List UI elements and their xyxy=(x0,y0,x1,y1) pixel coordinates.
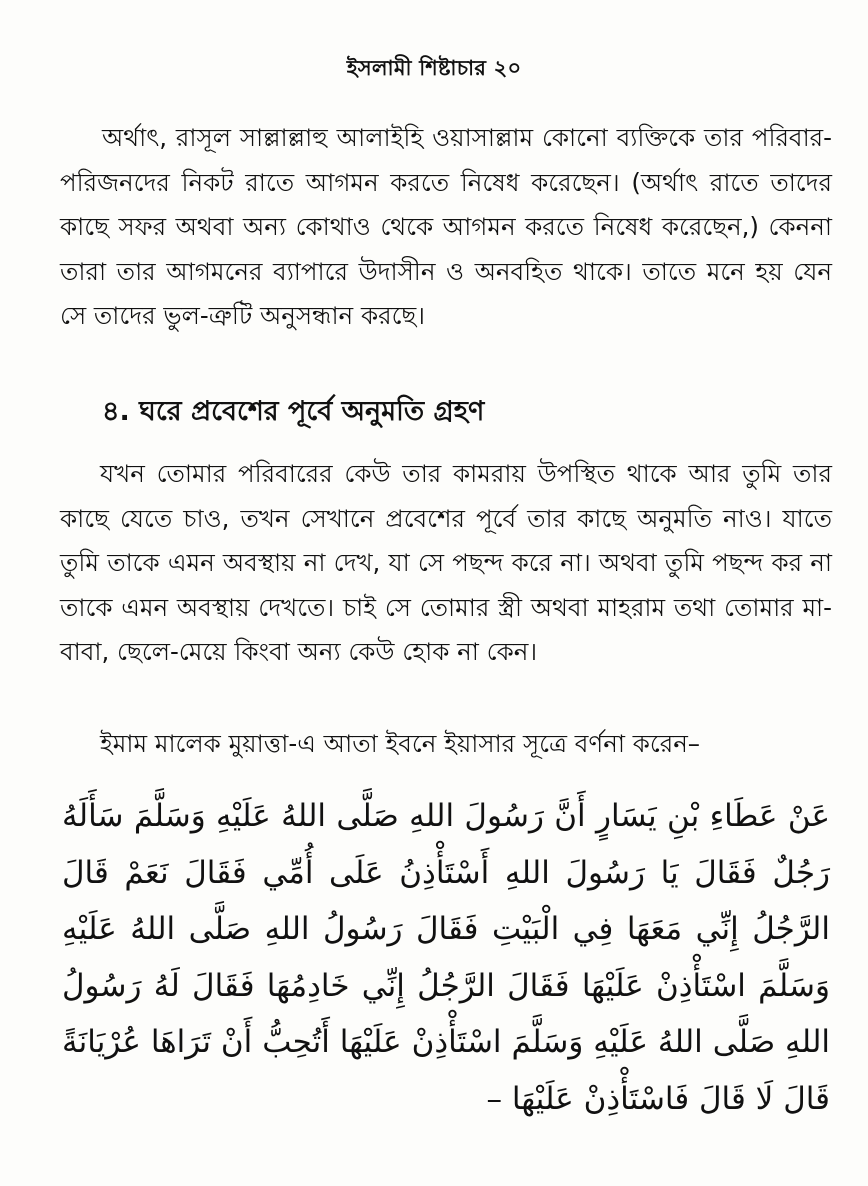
paragraph-seek-permission: যখন তোমার পরিবারের কেউ তার কামরায় উপস্থিত থাকে আর তুমি তার কাছে যেতে চাও, তখন সেখানে প্রবেশের পূর্বে তার কাছে অনুমতি নাও। যাতে তুমি তাকে এমন অবস্থায় না দেখ, যা সে পছন্দ করে না। অথবা তুমি পছন্দ কর না তাকে এমন অবস্থায় দেখতে। চাই সে তোমার স্ত্রী অথবা মাহরাম তথা তোমার মা-বাবা, ছেলে-মেয়ে কিংবা অন্য কেউ হোক না কেন। xyxy=(60,459,832,666)
paragraph-hadith-intro: ইমাম মালেক মুয়াত্তা-এ আতা ইবনে ইয়াসার সূত্রে বর্ণনা করেন– xyxy=(100,729,701,758)
section-heading-permission: ৪. ঘরে প্রবেশের পূর্বে অনুমতি গ্রহণ xyxy=(102,396,485,427)
paragraph-night-arrival: অর্থাৎ, রাসূল সাল্লাল্লাহু আলাইহি ওয়াসাল্লাম কোনো ব্যক্তিকে তার পরিবার-পরিজনদের নিকট রাতে আগমন করতে নিষেধ করেছেন। (অর্থাৎ রাতে তাদের কাছে সফর অথবা অন্য কোথাও থেকে আগমন করতে নিষেধ করেছেন,) কেননা তারা তার আগমনের ব্যাপারে উদাসীন ও অনবহিত থাকে। তাতে মনে হয় যেন সে তাদের ভুল-ত্রুটি অনুসন্ধান করছে। xyxy=(60,123,832,330)
running-header: ইসলামী শিষ্টাচার ২০ xyxy=(346,56,522,80)
arabic-hadith-text: عَنْ عَطَاءِ بْنِ يَسَارٍ أَنَّ رَسُولَ اللهِ صَلَّى اللهُ عَلَيْهِ وَسَلَّمَ سَأَلَهُ رَجُلٌ فَقَالَ يَا رَسُولَ اللهِ أَسْتَأْذِنُ عَلَى أُمِّي فَقَالَ نَعَمْ قَالَ الرَّجُلُ إِنِّي مَعَهَا فِي الْبَيْتِ فَقَالَ رَسُولُ اللهِ صَلَّى اللهُ عَلَيْهِ وَسَلَّمَ اسْتَأْذِنْ عَلَيْهَا فَقَالَ الرَّجُلُ إِنِّي خَادِمُهَا فَقَالَ لَهُ رَسُولُ اللهِ صَلَّى اللهُ عَلَيْهِ وَسَلَّمَ اسْتَأْذِنْ عَلَيْهَا أَتُحِبُّ أَنْ تَرَاهَا عُرْيَانَةً قَالَ لَا قَالَ فَاسْتَأْذِنْ عَلَيْهَا – xyxy=(62,798,830,1117)
